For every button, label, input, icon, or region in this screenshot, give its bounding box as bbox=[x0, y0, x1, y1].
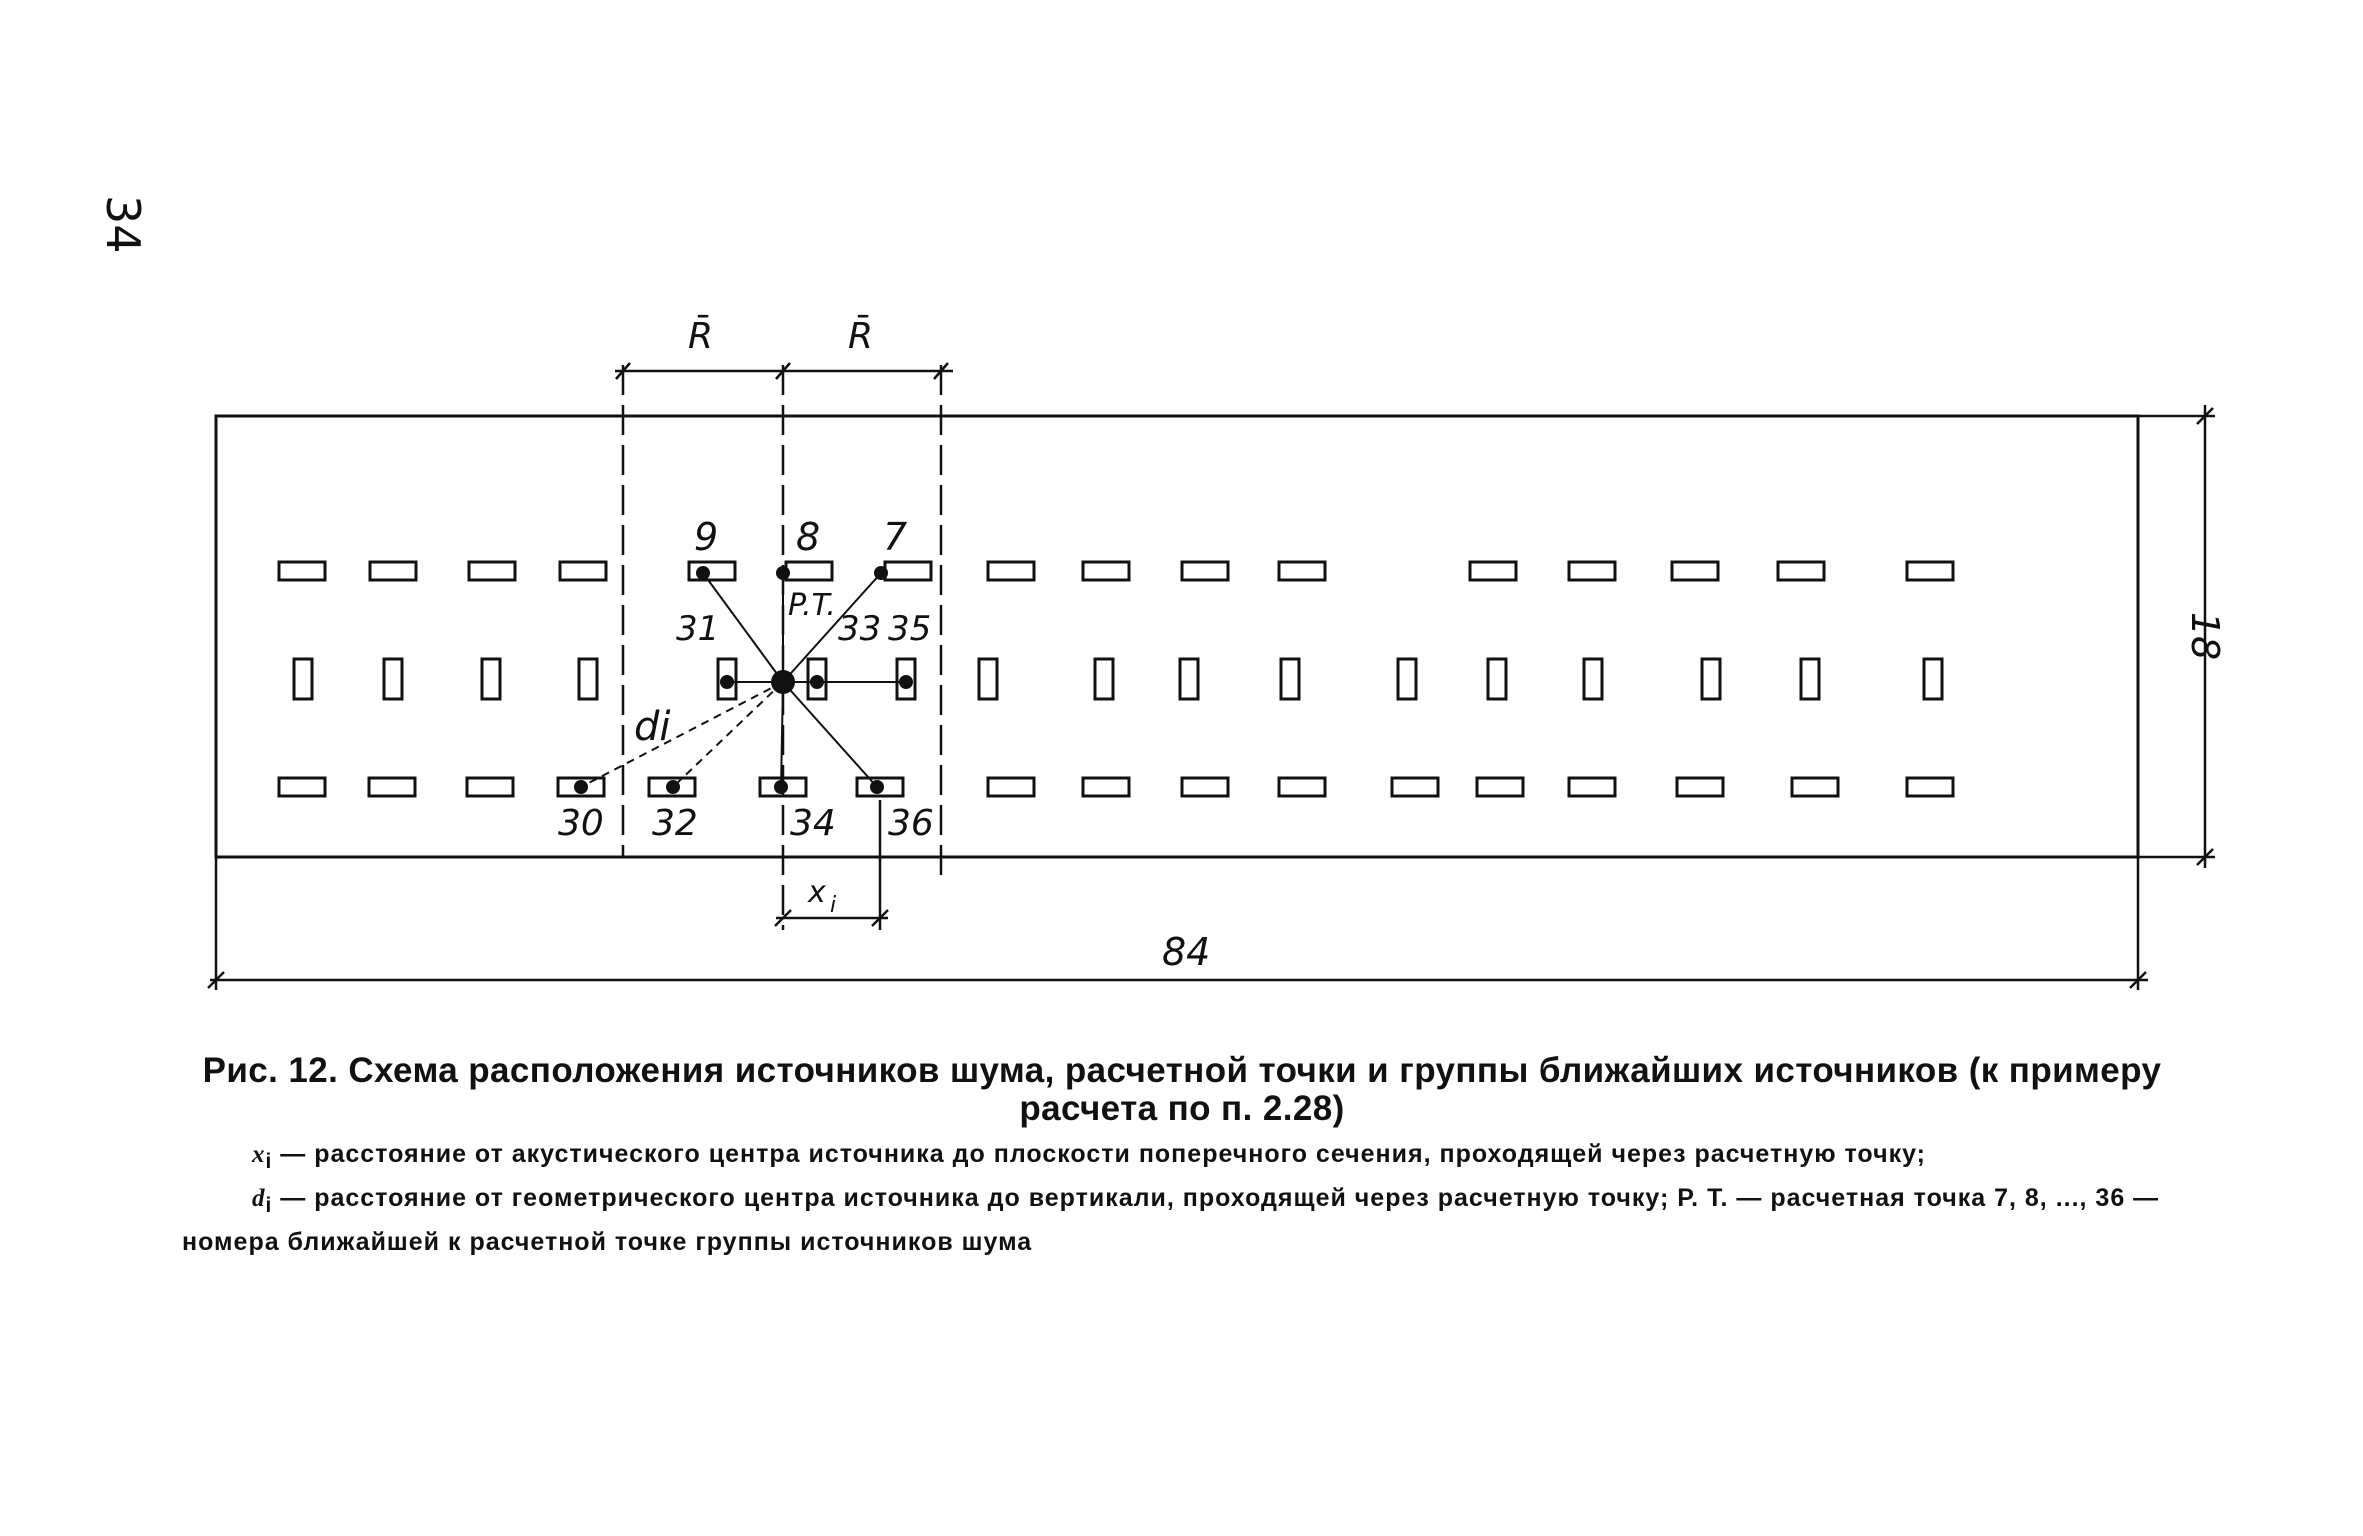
noise-source-horizontal bbox=[1907, 778, 1953, 796]
noise-source-vertical bbox=[1702, 659, 1720, 699]
r-label-right: R̄ bbox=[848, 316, 874, 357]
caption-di-note bbox=[182, 1180, 2182, 1260]
di-text: — расстояние от геометрического центра источника до вертикали, проходящей через расчетную точку; Р. Т. — расчетная точка 7, 8, ..., 36 — номера ближайшей к расчетной точке группы источников шума bbox=[182, 1184, 2160, 1256]
noise-source-vertical bbox=[1584, 659, 1602, 699]
noise-source-horizontal bbox=[369, 778, 415, 796]
noise-source-horizontal bbox=[469, 562, 515, 580]
noise-source-horizontal bbox=[1470, 562, 1516, 580]
noise-source-vertical bbox=[1398, 659, 1416, 699]
noise-source-horizontal bbox=[1907, 562, 1953, 580]
noise-source-horizontal bbox=[1083, 778, 1129, 796]
noise-source-vertical bbox=[294, 659, 312, 699]
noise-source-horizontal bbox=[279, 562, 325, 580]
caption-xi-note bbox=[182, 1136, 2182, 1180]
noise-source-vertical bbox=[1924, 659, 1942, 699]
noise-sources-group bbox=[279, 562, 1953, 796]
noise-source-horizontal bbox=[279, 778, 325, 796]
noise-source-vertical bbox=[1180, 659, 1198, 699]
connection-line bbox=[581, 682, 783, 787]
noise-source-horizontal bbox=[467, 778, 513, 796]
noise-source-horizontal bbox=[988, 562, 1034, 580]
source-number-35: 35 bbox=[888, 609, 932, 649]
noise-source-horizontal bbox=[560, 562, 606, 580]
di-label: di bbox=[634, 704, 671, 750]
page-number: 34 bbox=[96, 195, 150, 254]
noise-source-horizontal bbox=[1279, 778, 1325, 796]
di-symbol: d bbox=[252, 1185, 266, 1212]
noise-source-horizontal bbox=[1392, 778, 1438, 796]
noise-source-horizontal bbox=[1182, 778, 1228, 796]
noise-source-horizontal bbox=[1672, 562, 1718, 580]
caption-notes bbox=[182, 1136, 2182, 1260]
source-number-8: 8 bbox=[796, 515, 821, 559]
source-number-7: 7 bbox=[883, 515, 908, 559]
source-number-30: 30 bbox=[558, 803, 604, 844]
source-number-9: 9 bbox=[694, 515, 719, 559]
connection-line bbox=[783, 682, 877, 787]
noise-source-horizontal bbox=[1083, 562, 1129, 580]
noise-source-vertical bbox=[579, 659, 597, 699]
noise-source-horizontal bbox=[689, 562, 735, 580]
source-number-34: 34 bbox=[790, 803, 836, 844]
source-number-32: 32 bbox=[652, 803, 698, 844]
diagram-labels bbox=[558, 314, 2227, 974]
xi-subscript-label: i bbox=[830, 893, 837, 918]
noise-source-horizontal bbox=[786, 562, 832, 580]
noise-source-horizontal bbox=[1569, 562, 1615, 580]
dimension-18-label: 18 bbox=[2183, 611, 2227, 661]
source-number-36: 36 bbox=[888, 803, 934, 844]
noise-source-vertical bbox=[1801, 659, 1819, 699]
dimension-84-label: 84 bbox=[1162, 930, 1211, 974]
pt-label: P.T. bbox=[788, 588, 836, 623]
noise-source-horizontal bbox=[1569, 778, 1615, 796]
noise-source-vertical bbox=[979, 659, 997, 699]
noise-source-horizontal bbox=[1792, 778, 1838, 796]
noise-source-horizontal bbox=[1182, 562, 1228, 580]
noise-source-horizontal bbox=[1477, 778, 1523, 796]
noise-source-horizontal bbox=[1279, 562, 1325, 580]
noise-source-vertical bbox=[1281, 659, 1299, 699]
noise-source-vertical bbox=[1488, 659, 1506, 699]
xi-label: x bbox=[808, 875, 826, 910]
noise-source-horizontal bbox=[370, 562, 416, 580]
noise-source-horizontal bbox=[1677, 778, 1723, 796]
noise-source-vertical bbox=[384, 659, 402, 699]
noise-source-horizontal bbox=[885, 562, 931, 580]
xi-symbol: x bbox=[252, 1141, 266, 1168]
r-label-left: R̄ bbox=[688, 316, 714, 357]
plan-outline bbox=[216, 416, 2138, 857]
noise-source-horizontal bbox=[988, 778, 1034, 796]
source-number-31: 31 bbox=[676, 609, 720, 649]
construction-lines bbox=[208, 363, 2215, 990]
noise-source-vertical bbox=[1095, 659, 1113, 699]
di-subscript: i bbox=[265, 1194, 273, 1217]
source-number-33: 33 bbox=[838, 609, 882, 649]
noise-source-horizontal bbox=[1778, 562, 1824, 580]
xi-subscript: i bbox=[265, 1150, 273, 1173]
caption-title: Рис. 12. Схема расположения источников шума, расчетной точки и группы ближайших источников (к примеру расчета по п. 2.28) bbox=[202, 1051, 2162, 1128]
noise-source-vertical bbox=[482, 659, 500, 699]
figure-caption bbox=[182, 1052, 2182, 1260]
xi-text: — расстояние от акустического центра источника до плоскости поперечного сечения, проходящей через расчетную точку; bbox=[272, 1140, 1927, 1168]
